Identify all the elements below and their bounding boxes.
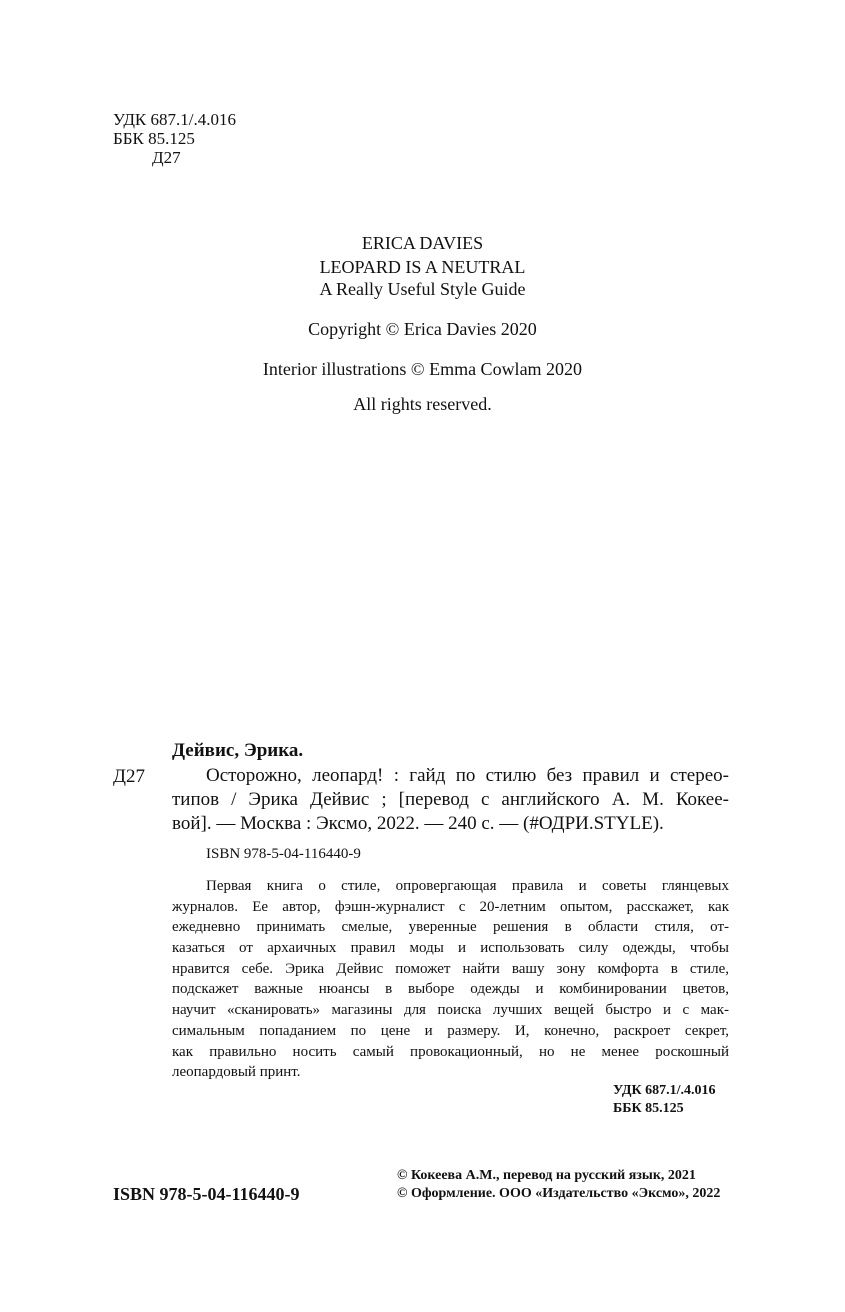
- record-author-heading: Дейвис, Эрика.: [172, 740, 304, 761]
- illustrations-copyright: Interior illustrations © Emma Cowlam 2020: [262, 359, 583, 379]
- annotation-line: журналов. Ее автор, фэшн-журналист с 20-летним опытом, расскажет, как: [172, 898, 729, 915]
- udk-code-top: УДК 687.1/.4.016: [113, 110, 236, 129]
- original-copyright: Copyright © Erica Davies 2020: [308, 319, 537, 339]
- original-author: ERICA DAVIES: [361, 233, 484, 253]
- bibliographic-line: вой]. — Москва : Эксмо, 2022. — 240 с. — (#ОДРИ.STYLE).: [172, 813, 664, 834]
- annotation-line: леопардовый принт.: [172, 1064, 301, 1081]
- design-copyright: © Оформление. ООО «Издательство «Эксмо», 2022: [397, 1186, 721, 1201]
- bibliographic-line: типов / Эрика Дейвис ; [перевод с английского А. М. Кокее-: [172, 789, 729, 810]
- record-isbn: ISBN 978-5-04-116440-9: [206, 846, 361, 862]
- annotation-line: нравится себе. Эрика Дейвис поможет найти вашу зону комфорта в стиле,: [172, 960, 729, 977]
- annotation-line: казаться от архаичных правил моды и использовать силу одежды, чтобы: [172, 940, 729, 957]
- annotation-line: как правильно носить самый провокационный, но не менее роскошный: [172, 1043, 729, 1060]
- bibliographic-description: [172, 764, 729, 836]
- original-subtitle: A Really Useful Style Guide: [319, 279, 526, 299]
- annotation-line: научит «сканировать» магазины для поиска лучших вещей быстро и с мак-: [172, 1002, 729, 1019]
- footer-isbn: ISBN 978-5-04-116440-9: [113, 1184, 300, 1204]
- original-title: LEOPARD IS A NEUTRAL: [319, 257, 526, 277]
- author-mark-top: Д27: [152, 148, 181, 167]
- annotation-line: Первая книга о стиле, опровергающая правила и советы глянцевых: [206, 878, 729, 894]
- annotation-line: подскажет важные нюансы в выборе одежды и комбинировании цветов,: [172, 981, 729, 998]
- annotation-line: симальным попаданием по цене и размеру. И, конечно, раскроет секрет,: [172, 1022, 729, 1039]
- annotation-line: ежедневно принимать смелые, уверенные решения в области стиля, от-: [172, 919, 729, 936]
- bbk-code-bottom: ББК 85.125: [613, 1101, 684, 1116]
- bibliographic-line: Осторожно, леопард! : гайд по стилю без правил и стерео-: [206, 765, 729, 786]
- translation-copyright: © Кокеева А.М., перевод на русский язык, 2021: [397, 1168, 696, 1183]
- udk-code-bottom: УДК 687.1/.4.016: [613, 1083, 716, 1098]
- annotation: [172, 876, 729, 1083]
- rights-notice: All rights reserved.: [353, 394, 492, 414]
- bbk-code-top: ББК 85.125: [113, 129, 195, 148]
- record-author-mark: Д27: [113, 766, 145, 787]
